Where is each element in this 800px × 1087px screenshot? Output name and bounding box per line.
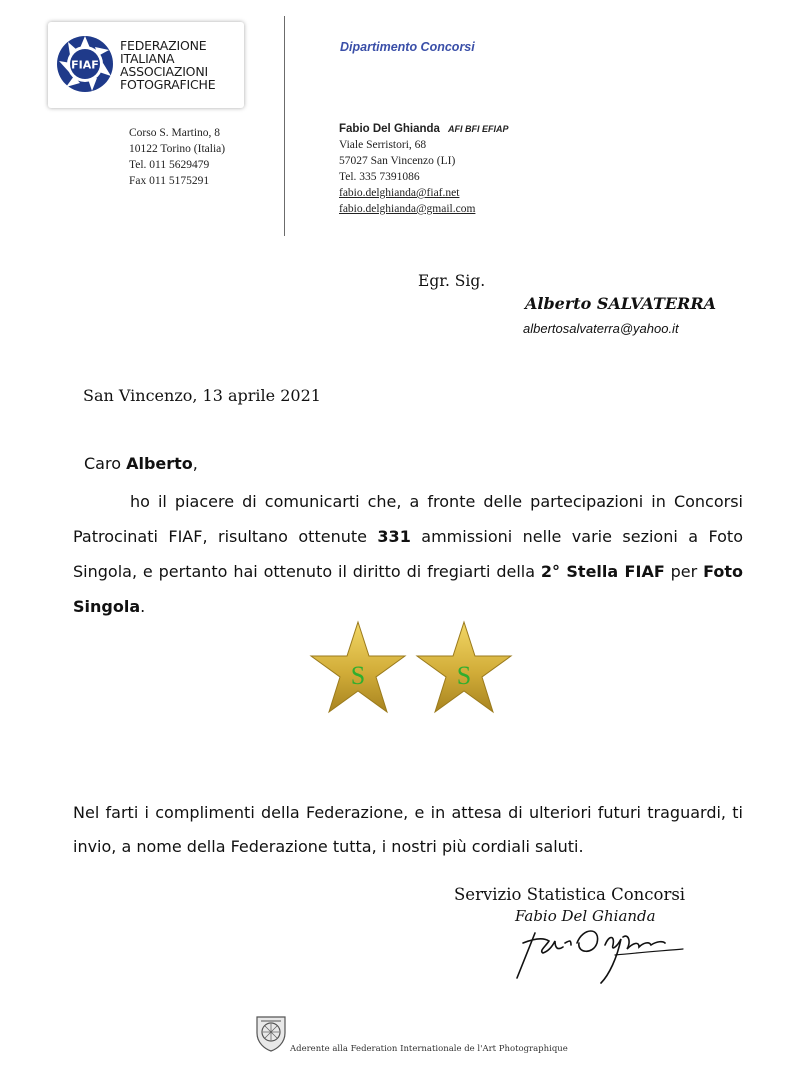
logo-line: ASSOCIAZIONI bbox=[120, 64, 208, 79]
signature-department: Servizio Statistica Concorsi bbox=[454, 885, 686, 904]
logo-wordmark bbox=[120, 39, 215, 91]
closing-paragraph: Nel farti i complimenti della Federazione, e in attesa di ulteriori futuri traguardi, ti invio, a nome della Federazione tutta, i nostri più cordiali saluti. bbox=[73, 803, 743, 856]
handwritten-signature bbox=[505, 913, 695, 985]
star-letter: S bbox=[350, 661, 366, 690]
award-name: 2° Stella FIAF bbox=[540, 562, 665, 581]
star-icon bbox=[311, 622, 405, 712]
signature-name: Fabio Del Ghianda bbox=[515, 907, 656, 925]
fiap-emblem-icon bbox=[253, 1011, 289, 1053]
admissions-count: 331 bbox=[377, 527, 411, 546]
sender-email-link[interactable]: fabio.delghianda@fiaf.net bbox=[339, 187, 460, 199]
greeting-suffix: , bbox=[192, 454, 198, 473]
greeting-name: Alberto bbox=[126, 454, 193, 473]
star-letter: S bbox=[456, 661, 472, 690]
sender-name: Fabio Del Ghianda bbox=[339, 123, 440, 135]
federation-address bbox=[129, 125, 225, 189]
logo-line: ITALIANA bbox=[120, 51, 175, 66]
fiaf-logo bbox=[48, 22, 244, 108]
body-paragraph bbox=[73, 484, 743, 624]
star-icon bbox=[417, 622, 511, 712]
address-line: Tel. 011 5629479 bbox=[129, 159, 210, 171]
greeting bbox=[84, 454, 198, 473]
address-line: Fax 011 5175291 bbox=[129, 175, 210, 187]
fiaf-aperture-icon bbox=[54, 28, 116, 100]
body-text-2: ammissioni nelle varie sezioni a Foto Singola, e pertanto hai ottenuto il diritto di fregiarti della bbox=[73, 527, 743, 581]
body-text-3: per bbox=[664, 562, 704, 581]
award-category: Foto Singola bbox=[73, 562, 744, 616]
recipient-name: Alberto SALVATERRA bbox=[525, 294, 717, 313]
recipient-email: albertosalvaterra@yahoo.it bbox=[523, 321, 679, 336]
date-line: San Vincenzo, 13 aprile 2021 bbox=[83, 386, 321, 405]
sender-name-line bbox=[339, 121, 508, 137]
address-line: Corso S. Martino, 8 bbox=[129, 127, 221, 139]
department-title: Dipartimento Concorsi bbox=[340, 40, 475, 54]
logo-line: FOTOGRAFICHE bbox=[120, 77, 216, 92]
header-divider bbox=[284, 16, 285, 236]
recipient-salutation: Egr. Sig. bbox=[418, 272, 486, 290]
sender-titles: AFI BFI EFIAP bbox=[447, 124, 509, 134]
sender-line: Tel. 335 7391086 bbox=[339, 171, 420, 183]
sender-email-link[interactable]: fabio.delghianda@gmail.com bbox=[339, 203, 476, 215]
sender-line: Viale Serristori, 68 bbox=[339, 139, 427, 151]
greeting-prefix: Caro bbox=[84, 454, 127, 473]
address-line: 10122 Torino (Italia) bbox=[129, 143, 226, 155]
logo-mark-text: FIAF bbox=[71, 58, 99, 72]
award-stars bbox=[306, 620, 518, 720]
body-text-4: . bbox=[140, 597, 146, 616]
body-text-1: ho il piacere di comunicarti che, a fronte delle partecipazioni in Concorsi Patrocinati FIAF, risultano ottenute bbox=[73, 492, 743, 546]
footer-affiliation: Aderente alla Federation Internationale de l'Art Photographique bbox=[290, 1044, 568, 1054]
sender-address bbox=[339, 121, 508, 217]
sender-line: 57027 San Vincenzo (LI) bbox=[339, 155, 456, 167]
logo-line: FEDERAZIONE bbox=[120, 38, 207, 53]
